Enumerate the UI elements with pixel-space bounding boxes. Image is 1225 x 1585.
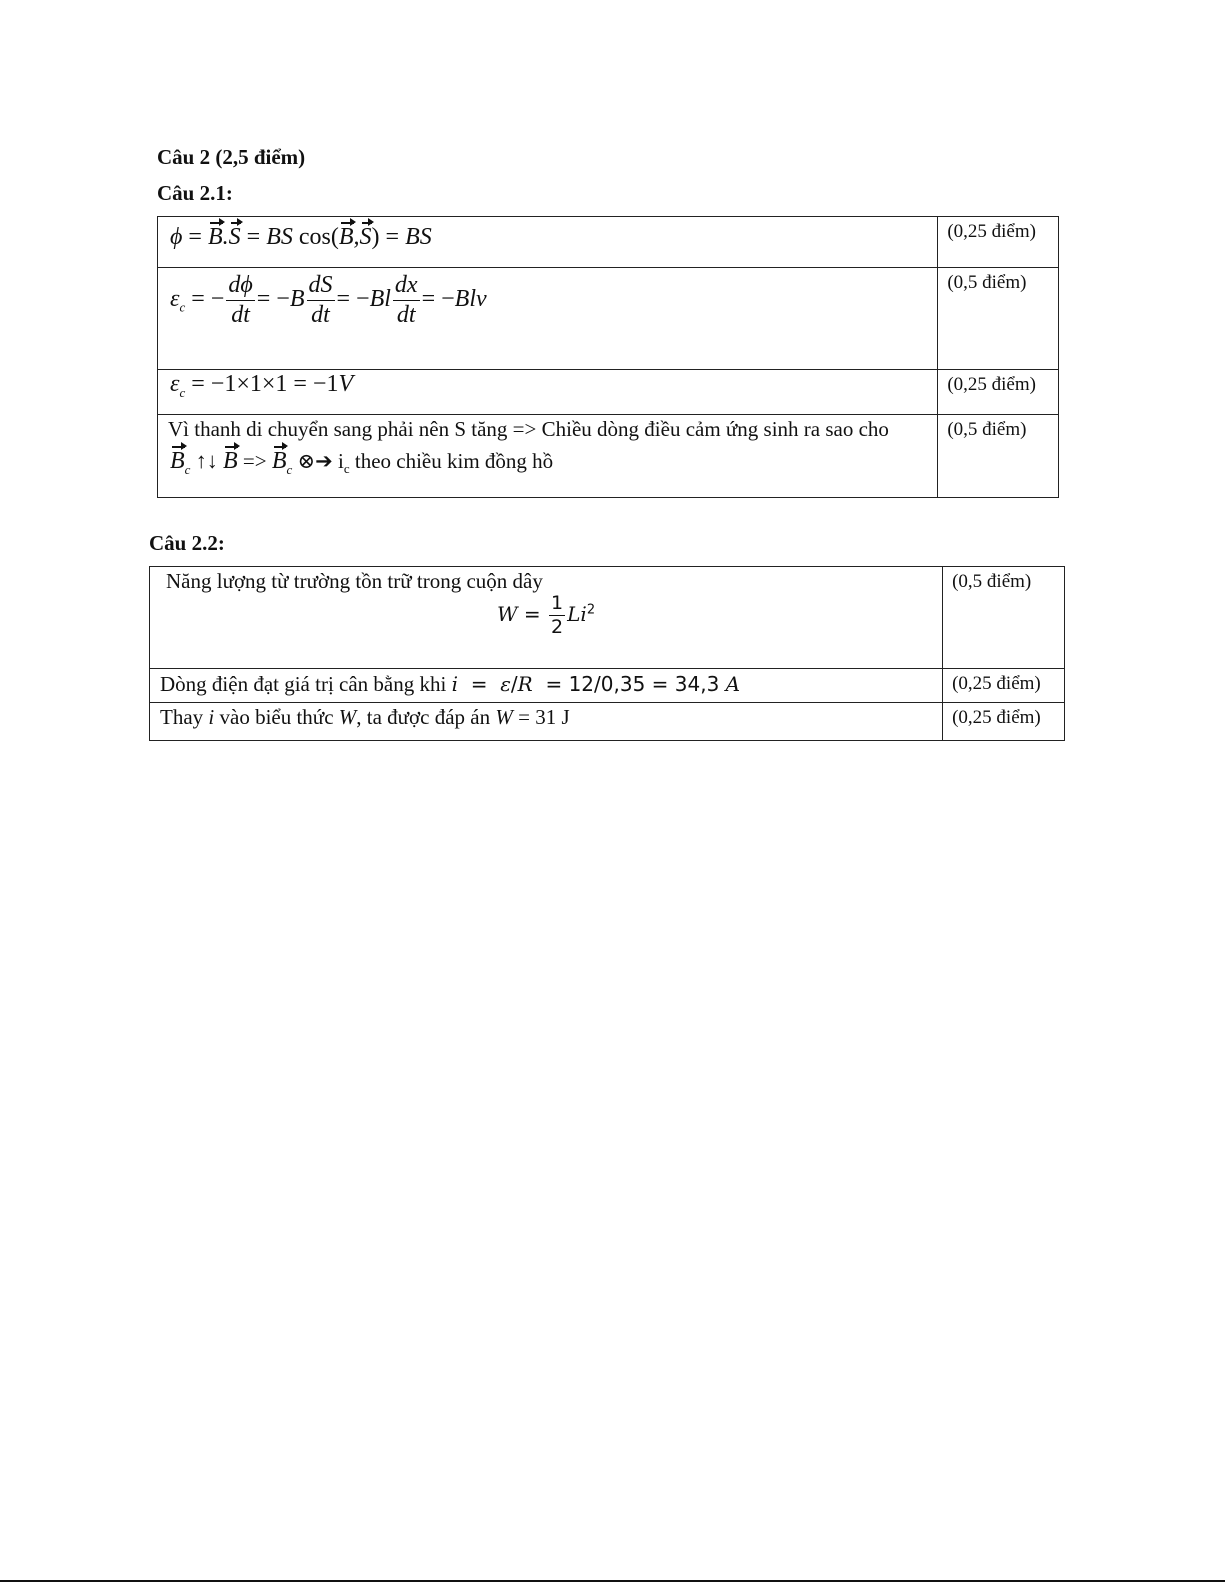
points-cell: (0,5 điểm)	[943, 567, 1065, 669]
formula-cell	[158, 217, 938, 268]
current-text: Dòng điện đạt giá trị cân bằng khi i = ε/R = 12/0,35 = 34,3 A	[160, 672, 741, 696]
energy-formula: W = $\frac{1}{2}$ Li$^2$	[496, 592, 596, 638]
right-arrow-icon: ➔	[315, 449, 333, 473]
part1-heading: Câu 2.1:	[157, 181, 233, 205]
answer-table-2-1	[157, 216, 1059, 498]
emf-formula: $\varepsilon_c$ = − $\frac{d\phi}{dt}$ = −B $\frac{dS}{dt}$ = −Bl $\frac{dx}{dt}$ = −Blv	[170, 272, 487, 328]
implies-arrow: =>	[242, 449, 267, 473]
points-cell: (0,25 điểm)	[943, 703, 1065, 741]
table-row	[158, 370, 1059, 415]
table-row	[150, 703, 1065, 741]
points-cell: (0,25 điểm)	[943, 669, 1065, 703]
direction-explanation: Vì thanh di chuyển sang phải nên S tăng => Chiều dòng điều cảm ứng sinh ra sao cho	[168, 417, 889, 441]
formula-cell	[158, 370, 938, 415]
into-page-icon: ⊗	[297, 449, 316, 473]
points-cell: (0,5 điểm)	[938, 415, 1059, 498]
explanation-cell	[158, 415, 938, 498]
formula-cell	[158, 268, 938, 370]
points-cell: (0,25 điểm)	[938, 217, 1059, 268]
energy-cell	[150, 567, 943, 669]
direction-result: $B_c$ ↑↓ $B => B_c$ ⊗➔ $i_c$ theo chiều kim đồng hồ	[170, 448, 554, 477]
part2-heading: Câu 2.2:	[149, 531, 225, 555]
table-row	[158, 217, 1059, 268]
emf-value-formula: $\varepsilon_c = -1\times 1\times 1 = -1V$	[170, 371, 354, 400]
flux-formula: ϕ = B.S = BS cos(B,S) = BS	[170, 224, 432, 250]
energy-text: Năng lượng từ trường tồn trữ trong cuộn dây	[166, 569, 543, 593]
table-row	[158, 415, 1059, 498]
result-text: Thay i vào biểu thức W, ta được đáp án W = 31 J	[160, 705, 570, 729]
current-cell	[150, 669, 943, 703]
points-cell: (0,5 điểm)	[938, 268, 1059, 370]
result-cell	[150, 703, 943, 741]
points-cell: (0,25 điểm)	[938, 370, 1059, 415]
table-row	[150, 669, 1065, 703]
question-title: Câu 2 (2,5 điểm)	[157, 145, 306, 169]
table-row	[150, 567, 1065, 669]
page-edge-divider	[0, 1580, 1225, 1582]
table-row	[158, 268, 1059, 370]
answer-table-2-2	[149, 566, 1065, 741]
